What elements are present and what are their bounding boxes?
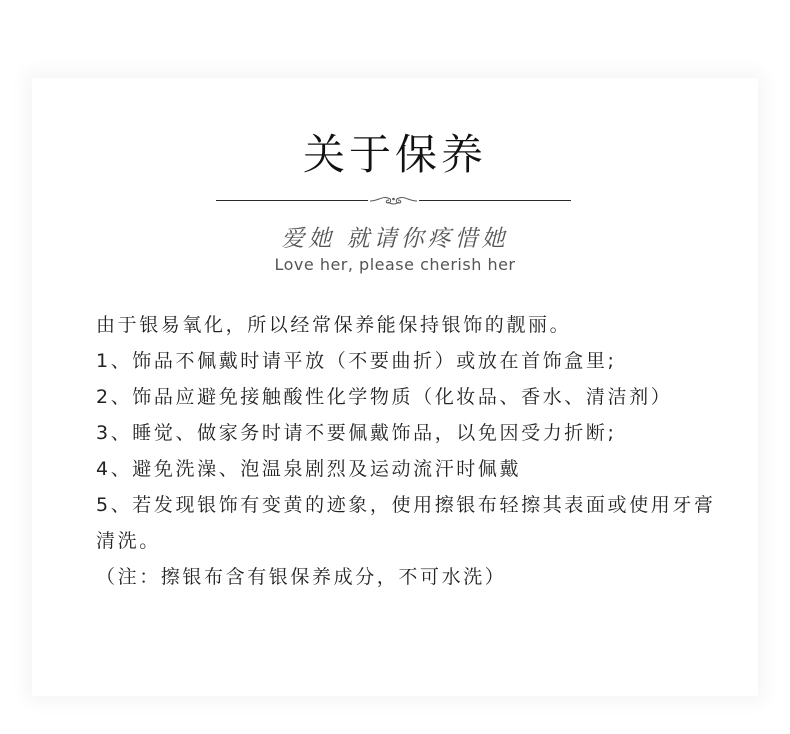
instruction-item: 3、睡觉、做家务时请不要佩戴饰品，以免因受力折断;: [96, 422, 617, 444]
divider-line-right: [419, 200, 571, 201]
instruction-item: 2、饰品应避免接触酸性化学物质（化妆品、香水、清洁剂）: [96, 386, 673, 408]
scroll-ornament-icon: [368, 192, 419, 208]
divider-line-left: [216, 200, 368, 201]
note-paragraph: （注：擦银布含有银保养成分，不可水洗）: [96, 566, 507, 588]
care-instructions: [96, 307, 726, 595]
instruction-item: 1、饰品不佩戴时请平放（不要曲折）或放在首饰盒里;: [96, 350, 617, 372]
subtitle-english: Love her, please cherish her: [274, 255, 516, 274]
care-card: [32, 78, 758, 696]
instruction-item: 5、若发现银饰有变黄的迹象，使用擦银布轻擦其表面或使用牙膏清洗。: [96, 494, 716, 552]
title-divider: [32, 192, 758, 208]
subtitle-chinese: 爱她 就请你疼惜她: [281, 226, 509, 252]
intro-paragraph: 由于银易氧化，所以经常保养能保持银饰的靓丽。: [96, 314, 572, 336]
instruction-item: 4、避免洗澡、泡温泉剧烈及运动流汗时佩戴: [96, 458, 522, 480]
page-title: 关于保养: [302, 130, 487, 179]
